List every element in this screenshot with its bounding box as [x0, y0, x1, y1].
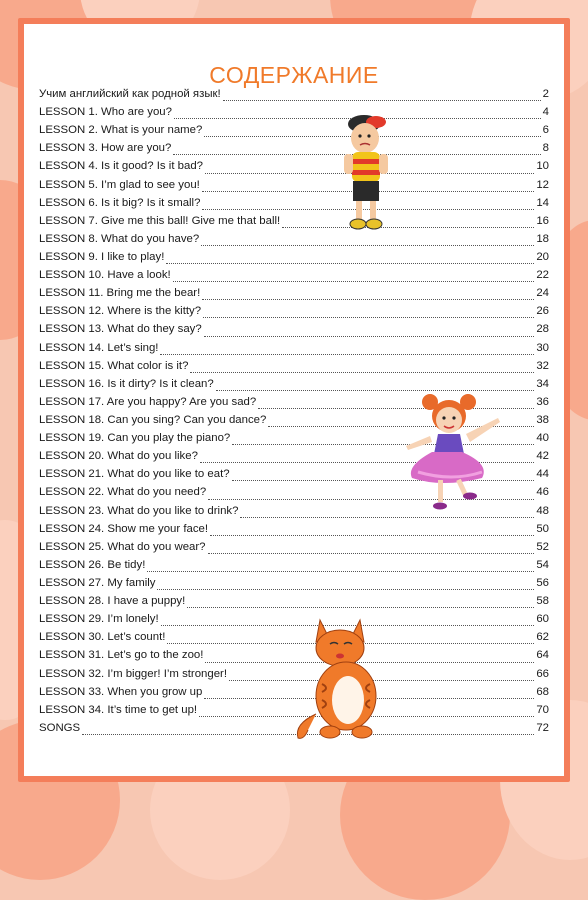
toc-entry: [39, 577, 549, 595]
toc-entry-title: LESSON 22. What do you need?: [39, 486, 207, 499]
toc-entry-title: LESSON 19. Can you play the piano?: [39, 432, 231, 445]
toc-entry-page: 32: [536, 359, 549, 372]
toc-entry-page: 24: [536, 287, 549, 300]
toc-entry-title: SONGS: [39, 721, 81, 734]
toc-entry-page: 46: [536, 486, 549, 499]
toc-entry-title: LESSON 16. Is it dirty? Is it clean?: [39, 377, 214, 390]
toc-entry-page: 62: [536, 631, 549, 644]
toc-entry-title: LESSON 30. Let’s count!: [39, 631, 166, 644]
dot-leader: [203, 316, 534, 318]
toc-entry: [39, 287, 549, 305]
toc-entry-page: 50: [536, 522, 549, 535]
dot-leader: [187, 606, 534, 608]
toc-entry-title: LESSON 10. Have a look!: [39, 269, 171, 282]
toc-entry-title: LESSON 7. Give me this ball! Give me that ball!: [39, 214, 281, 227]
dot-leader: [173, 280, 535, 282]
toc-entry: [39, 233, 549, 251]
toc-entry: [39, 106, 549, 124]
toc-entry-title: LESSON 26. Be tidy!: [39, 558, 146, 571]
toc-entry-title: LESSON 24. Show me your face!: [39, 522, 209, 535]
toc-entry: [39, 305, 549, 323]
toc-entry-page: 26: [536, 305, 549, 318]
toc-entry-page: 14: [536, 196, 549, 209]
toc-entry-title: LESSON 2. What is your name?: [39, 124, 203, 137]
toc-entry-title: LESSON 13. What do they say?: [39, 323, 202, 336]
toc-entry: [39, 523, 549, 541]
toc-entry-title: LESSON 21. What do you like to eat?: [39, 468, 230, 481]
toc-entry: [39, 360, 549, 378]
toc-entry-page: 58: [536, 595, 549, 608]
toc-entry: [39, 124, 549, 142]
toc-entry: [39, 323, 549, 341]
toc-entry-title: LESSON 11. Bring me the bear!: [39, 287, 201, 300]
dot-leader: [147, 570, 534, 572]
toc-entry-title: LESSON 31. Let’s go to the zoo!: [39, 649, 204, 662]
toc-entry-page: 68: [536, 685, 549, 698]
toc-entry-title: LESSON 28. I have a puppy!: [39, 595, 186, 608]
dot-leader: [210, 534, 534, 536]
toc-entry-page: 22: [536, 269, 549, 282]
toc-entry-title: LESSON 20. What do you like?: [39, 450, 198, 463]
toc-entry-page: 48: [536, 504, 549, 517]
toc-entry-title: LESSON 33. When you grow up: [39, 685, 203, 698]
toc-entry-title: LESSON 15. What color is it?: [39, 359, 189, 372]
toc-entry-page: 20: [536, 250, 549, 263]
toc-entry-title: LESSON 9. I like to play!: [39, 250, 165, 263]
toc-entry-page: 56: [536, 576, 549, 589]
toc-entry-title: LESSON 18. Can you sing? Can you dance?: [39, 413, 267, 426]
toc-entry: [39, 215, 549, 233]
boy-illustration: [340, 112, 396, 234]
toc-entry-title: LESSON 32. I’m bigger! I’m stronger!: [39, 667, 228, 680]
toc-entry-page: 2: [542, 88, 549, 100]
toc-entry-title: LESSON 27. My family: [39, 576, 156, 589]
toc-entry: [39, 197, 549, 215]
toc-entry-page: 38: [536, 413, 549, 426]
toc-entry-title: LESSON 6. Is it big? Is it small?: [39, 196, 201, 209]
toc-entry-page: 18: [536, 232, 549, 245]
toc-entry-page: 72: [536, 721, 549, 734]
toc-entry-page: 34: [536, 377, 549, 390]
toc-entry-page: 16: [536, 214, 549, 227]
toc-entry: [39, 251, 549, 269]
toc-entry-title: LESSON 14. Let’s sing!: [39, 341, 159, 354]
toc-entry-title: LESSON 4. Is it good? Is it bad?: [39, 160, 203, 173]
toc-entry-page: 44: [536, 468, 549, 481]
toc-entry: [39, 142, 549, 160]
dot-leader: [204, 335, 535, 337]
toc-entry: [39, 559, 549, 577]
dot-leader: [190, 371, 534, 373]
toc-entry-title: LESSON 1. Who are you?: [39, 106, 172, 119]
toc-entry-page: 54: [536, 558, 549, 571]
toc-entry-title: Учим английский как родной язык!: [39, 88, 221, 100]
toc-entry: [39, 160, 549, 178]
dot-leader: [282, 226, 534, 228]
toc-entry: [39, 269, 549, 287]
toc-entry-title: LESSON 25. What do you wear?: [39, 540, 206, 553]
toc-entry-page: 4: [542, 106, 549, 119]
girl-illustration: [402, 388, 508, 514]
toc-entry-title: LESSON 34. It’s time to get up!: [39, 703, 198, 716]
toc-entry-page: 36: [536, 395, 549, 408]
page-title: СОДЕРЖАНИЕ: [209, 62, 379, 88]
toc-entry-page: 8: [542, 142, 549, 155]
cat-illustration: [290, 614, 400, 744]
dot-leader: [240, 516, 534, 518]
toc-entry-page: 10: [536, 160, 549, 173]
dot-leader: [166, 262, 534, 264]
toc-entry-title: LESSON 23. What do you like to drink?: [39, 504, 239, 517]
toc-entry: [39, 179, 549, 197]
toc-entry-page: 28: [536, 323, 549, 336]
toc-entry-page: 60: [536, 613, 549, 626]
dot-leader: [201, 244, 534, 246]
toc-entry-title: LESSON 3. How are you?: [39, 142, 172, 155]
toc-entry: [39, 541, 549, 559]
dot-leader: [160, 353, 534, 355]
dot-leader: [202, 298, 534, 300]
toc-entry: [39, 342, 549, 360]
toc-entry-page: 70: [536, 703, 549, 716]
toc-entry-title: LESSON 12. Where is the kitty?: [39, 305, 202, 318]
content-page: [24, 24, 564, 776]
toc-entry-page: 52: [536, 540, 549, 553]
toc-entry-title: LESSON 17. Are you happy? Are you sad?: [39, 395, 257, 408]
toc-entry-page: 30: [536, 341, 549, 354]
dot-leader: [223, 99, 541, 101]
toc-entry: [39, 595, 549, 613]
toc-entry-page: 12: [536, 178, 549, 191]
toc-entry-title: LESSON 8. What do you have?: [39, 232, 200, 245]
toc-entry-title: LESSON 5. I’m glad to see you!: [39, 178, 200, 191]
toc-entry-page: 40: [536, 432, 549, 445]
dot-leader: [157, 588, 534, 590]
toc-entry-page: 6: [542, 124, 549, 137]
toc-entry-title: LESSON 29. I’m lonely!: [39, 613, 159, 626]
dot-leader: [208, 552, 535, 554]
toc-entry-page: 66: [536, 667, 549, 680]
toc-entry: [39, 88, 549, 106]
toc-entry-page: 64: [536, 649, 549, 662]
toc-entry-page: 42: [536, 450, 549, 463]
